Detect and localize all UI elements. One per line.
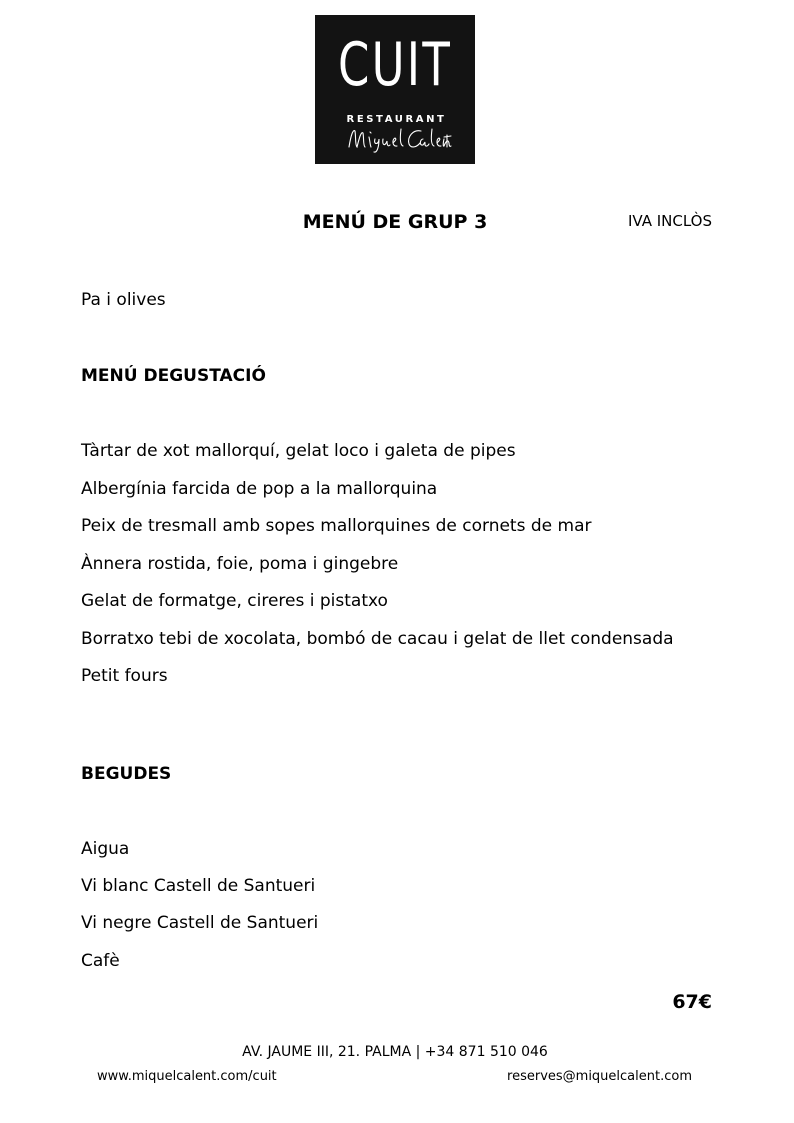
menu-item: Gelat de formatge, cireres i pistatxo: [81, 591, 388, 611]
drinks-heading: BEGUDES: [81, 764, 172, 784]
restaurant-logo: [315, 15, 475, 164]
signature-icon: [343, 123, 453, 153]
vat-included-note: IVA INCLÒS: [627, 212, 712, 230]
drink-item: Aigua: [81, 839, 130, 859]
logo-wordmark: CUIT: [337, 30, 453, 100]
footer-address: AV. JAUME III, 21. PALMA | +34 871 510 046: [242, 1044, 548, 1060]
bread-and-olives: Pa i olives: [81, 290, 166, 310]
menu-title: MENÚ DE GRUP 3: [302, 211, 488, 233]
email-link[interactable]: reserves@miquelcalent.com: [507, 1069, 692, 1084]
tasting-menu-heading: MENÚ DEGUSTACIÓ: [81, 366, 266, 386]
menu-item: Ànnera rostida, foie, poma i gingebre: [81, 554, 399, 574]
menu-item: Peix de tresmall amb sopes mallorquines de cornets de mar: [81, 516, 592, 536]
menu-item: Tàrtar de xot mallorquí, gelat loco i galeta de pipes: [81, 441, 516, 461]
menu-item: Albergínia farcida de pop a la mallorquina: [81, 479, 438, 499]
menu-item: Borratxo tebi de xocolata, bombó de cacau i gelat de llet condensada: [81, 629, 674, 649]
menu-item: Petit fours: [81, 666, 168, 686]
drink-item: Vi blanc Castell de Santueri: [81, 876, 316, 896]
drink-item: Cafè: [81, 951, 120, 971]
menu-price: 67€: [672, 991, 712, 1013]
drink-item: Vi negre Castell de Santueri: [81, 913, 319, 933]
logo-subtitle: RESTAURANT: [346, 114, 447, 125]
website-link[interactable]: www.miquelcalent.com/cuit: [97, 1069, 277, 1084]
